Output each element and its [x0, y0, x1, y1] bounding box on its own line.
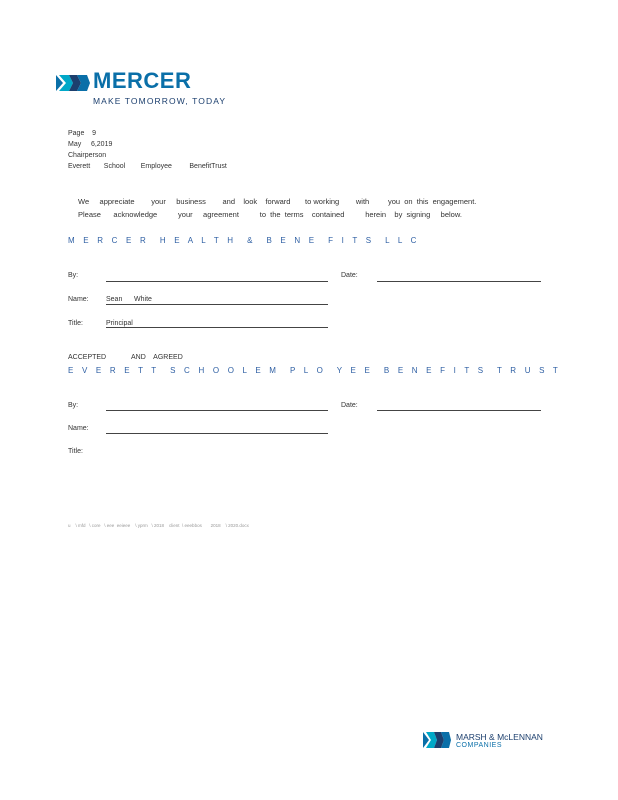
document-path: u \ mfd \ core \ eee eeieee \ yprm \ 2018 client \ eeebbos 2018 \ 2020.docx	[68, 523, 249, 528]
date-line-2[interactable]	[377, 410, 541, 411]
page-number: Page 9	[68, 130, 97, 137]
title-line	[106, 327, 328, 328]
body-line-1: We appreciate your business and look forward to working with you on this engagement.	[78, 197, 477, 206]
title-value: Principal	[106, 320, 133, 327]
date-label-2: Date:	[341, 402, 358, 409]
recipient-org: Everett School Employee BenefitTrust	[68, 163, 227, 170]
name-label: Name:	[68, 296, 89, 303]
title-label: Title:	[68, 320, 83, 327]
date-line[interactable]	[377, 281, 541, 282]
letter-date: May 6,2019	[68, 141, 113, 148]
mmc-wordmark-line-1: MARSH & McLENNAN	[456, 732, 543, 742]
mercer-logo-wordmark: MERCER	[93, 68, 192, 93]
by-label: By:	[68, 272, 79, 279]
signature-line[interactable]	[106, 281, 328, 282]
company-name-mercer: M E R C E R H E A L T H & B E N E F I T S L L C	[68, 236, 420, 245]
title-label-2: Title:	[68, 448, 83, 455]
name-value: Sean White	[106, 296, 152, 303]
mercer-tagline: MAKE TOMORROW, TODAY	[93, 96, 227, 106]
company-name-trust: E V E R E T T S C H O O L E M P L O Y E E B E N E F I T S T R U S T	[68, 366, 562, 375]
name-line-2[interactable]	[106, 433, 328, 434]
name-label-2: Name:	[68, 425, 89, 432]
date-label: Date:	[341, 272, 358, 279]
by-label-2: By:	[68, 402, 79, 409]
accepted-agreed-heading: ACCEPTED AND AGREED	[68, 354, 183, 361]
body-line-2: Please acknowledge your agreement to the terms contained herein by signing below.	[78, 210, 462, 219]
mercer-logo-icon	[56, 73, 90, 93]
signature-line-2[interactable]	[106, 410, 328, 411]
name-line	[106, 304, 328, 305]
mmc-logo-icon	[423, 731, 451, 749]
mmc-wordmark-line-2: COMPANIES	[456, 742, 502, 749]
recipient-title: Chairperson	[68, 152, 107, 159]
